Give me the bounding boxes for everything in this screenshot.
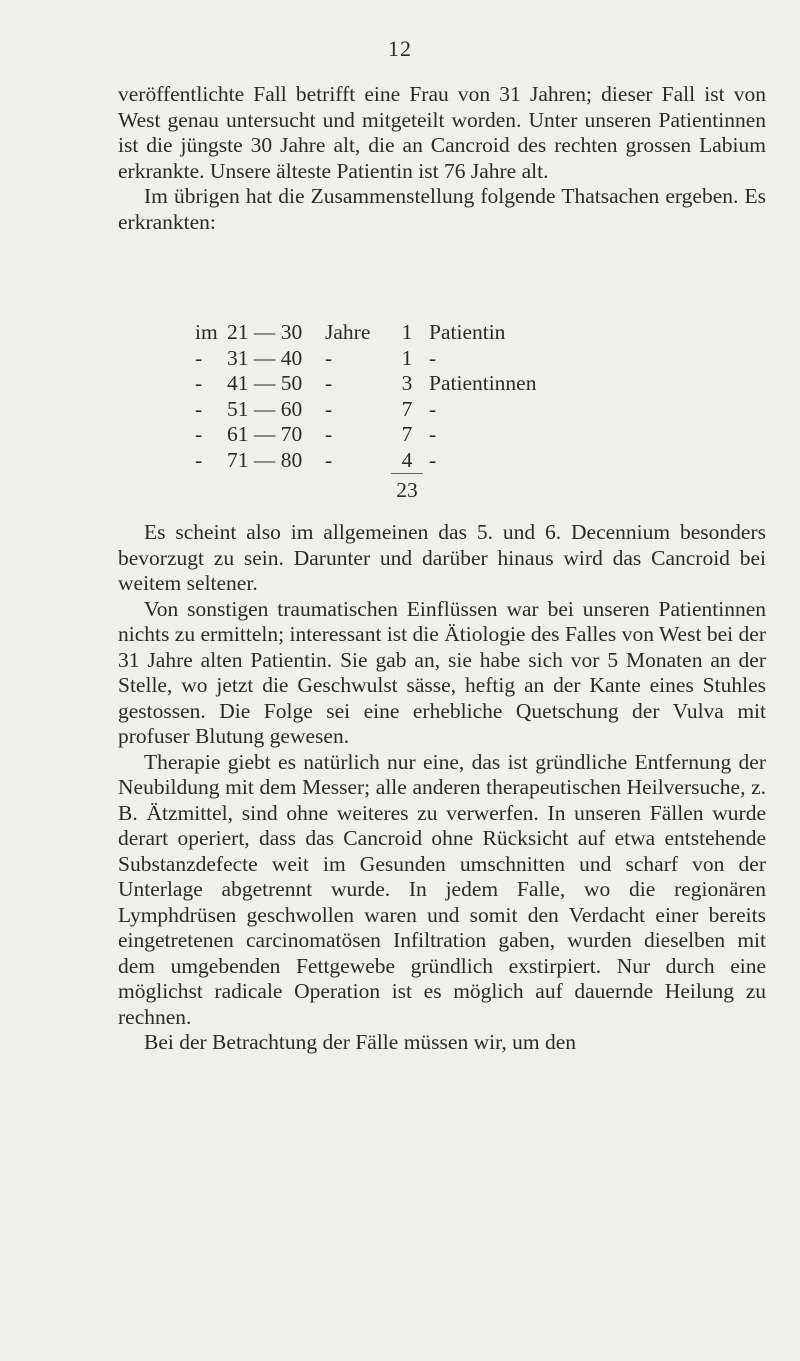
age-table-range: 41 — 50	[227, 371, 303, 395]
body-paragraphs	[118, 520, 766, 1056]
age-table-range: 51 — 60	[227, 396, 303, 421]
age-table-count: 1	[401, 320, 413, 344]
paragraph-considerations: Bei der Betrachtung der Fälle müssen wir, um den	[144, 1030, 577, 1054]
paragraph-summary-intro: Im übrigen hat die Zusammenstellung folgende Thatsachen ergeben. Es erkrankten:	[118, 184, 766, 234]
age-table-unit: -	[325, 345, 333, 370]
age-table-unit: Jahre	[325, 320, 371, 344]
age-table-count: 4	[401, 447, 413, 472]
age-table-range: 71 — 80	[227, 447, 303, 472]
age-table-range: 31 — 40	[227, 345, 303, 370]
page-number: 12	[388, 36, 412, 61]
age-table-count: 7	[401, 396, 413, 421]
age-table-row	[195, 371, 536, 397]
age-table-total-row	[195, 474, 536, 504]
age-table-range: 21 — 30	[227, 320, 303, 344]
age-table-count: 7	[401, 422, 413, 446]
age-table-prefix: -	[195, 422, 203, 446]
age-table-prefix: -	[195, 345, 203, 370]
age-table-unit: -	[325, 422, 333, 446]
age-table-row	[195, 448, 536, 474]
paragraph-therapy: Therapie giebt es natürlich nur eine, das ist gründliche Entfernung der Neubildung mit dem Messer; alle anderen therapeutischen Heilversuche, z. B. Ätzmittel, sind ohne weiteres zu verwerfen. In unseren Fällen wurde derart operiert, dass das Cancroid ohne Rücksicht auf etwa entstehende Substanzdefecte weit im Gesunden umschnitten und scharf von der Unterlage abgetrennt wurde. In jedem Falle, wo die regionären Lymphdrüsen geschwollen waren und somit den Verdacht einer bereits eingetretenen carcinomatösen Infiltration gaben, wurden dieselben mit dem umgebenden Fettgewebe gründlich exstirpiert. Nur durch eine möglichst radicale Operation ist es möglich auf dauernde Heilung zu rechnen.	[118, 749, 766, 1029]
paragraph-etiology: Von sonstigen traumatischen Einflüssen war bei unseren Patientinnen nichts zu ermitteln; interessant ist die Ätiologie des Falles von West bei der 31 Jahre alten Patientin. Sie gab an, sie habe sich vor 5 Monaten an der Stelle, wo jetzt die Geschwulst sässe, heftig an der Kante eines Stuhles gestossen. Die Folge sei eine erhebliche Quetschung der Vulva mit profuser Blutung gewesen.	[118, 596, 766, 748]
age-table-label: -	[429, 396, 437, 421]
age-distribution-table	[195, 320, 536, 504]
age-table-unit: -	[325, 371, 333, 395]
age-table-row	[195, 346, 536, 372]
age-table-count: 3	[401, 371, 413, 395]
age-table-label: -	[429, 447, 437, 472]
age-table-prefix: -	[195, 447, 203, 472]
age-table-row	[195, 422, 536, 448]
age-table-prefix: im	[195, 320, 218, 344]
age-table-count: 1	[401, 345, 413, 370]
intro-paragraphs	[118, 82, 766, 235]
paragraph-case-west: veröffentlichte Fall betrifft eine Frau von 31 Jahren; dieser Fall ist von West genau untersucht und mitgeteilt worden. Unter unseren Patientinnen ist die jüngste 30 Jahre alt, die an Cancroid des rechten grossen Labium erkrankte. Unsere älteste Patientin ist 76 Jahre alt.	[118, 82, 766, 183]
age-table-range: 61 — 70	[227, 422, 303, 446]
paragraph-decennium: Es scheint also im allgemeinen das 5. und 6. Decennium besonders bevorzugt zu sein. Darunter und darüber hinaus wird das Cancroid bei weitem seltener.	[118, 520, 766, 595]
age-table-total: 23	[391, 474, 423, 504]
age-table-unit: -	[325, 396, 333, 421]
age-table-label: -	[429, 422, 437, 446]
age-table-unit: -	[325, 447, 333, 472]
age-table-prefix: -	[195, 371, 203, 395]
age-table-label: Patientinnen	[429, 371, 537, 395]
age-table-label: -	[429, 345, 437, 370]
age-table-row	[195, 397, 536, 423]
age-table-row	[195, 320, 536, 346]
age-table-label: Patientin	[429, 320, 506, 344]
age-table-prefix: -	[195, 396, 203, 421]
